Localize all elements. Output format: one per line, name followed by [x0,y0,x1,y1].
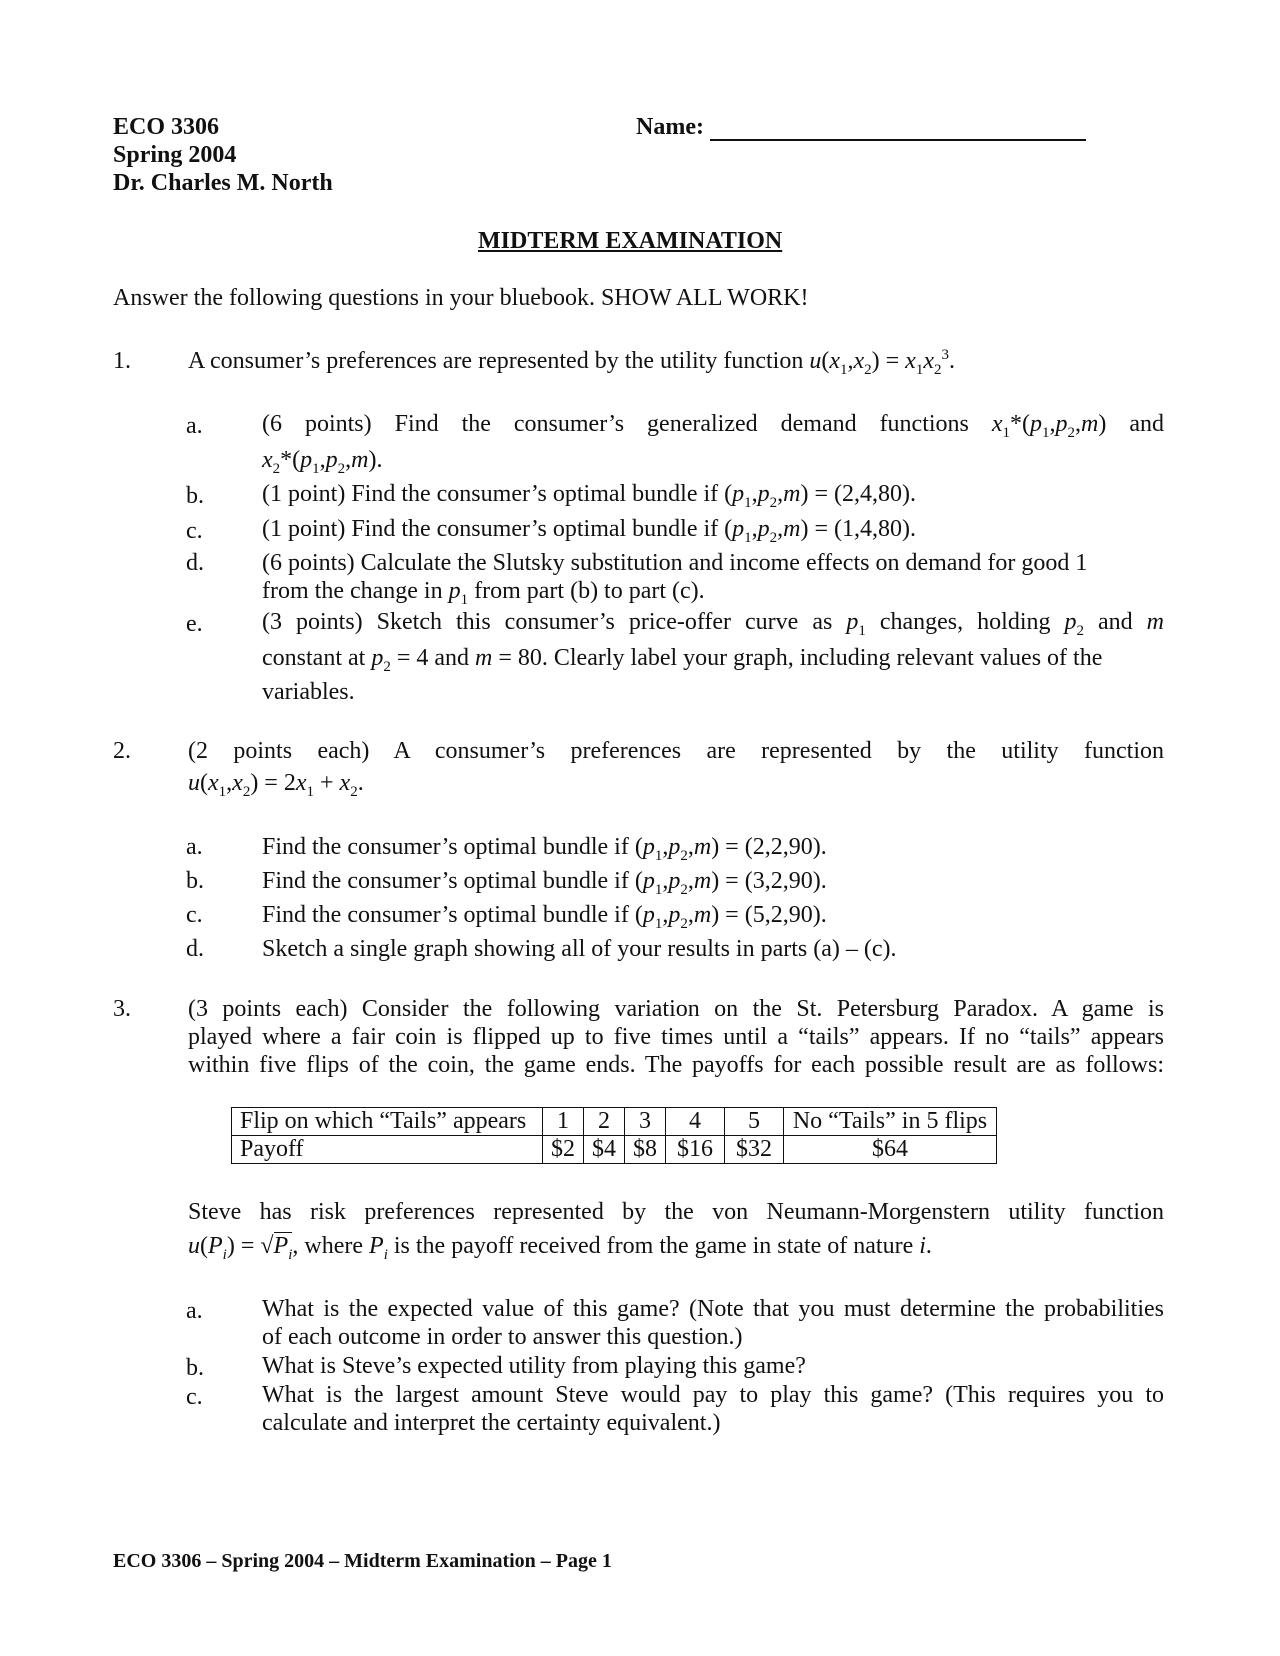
q3c-letter: c. [186,1384,203,1410]
q3b-letter: b. [186,1355,204,1381]
q3a-line1: What is the expected value of this game? (Note that you must determine the probabilities [262,1296,1164,1322]
table-cell: 1 [543,1108,584,1136]
q1e-letter: e. [186,611,203,637]
q1d-line2: from the change in $p_1$ from part (b) to part (c). [262,578,705,608]
q2-utility: $u(x_1,x_2) = 2x_1 + x_2$. [188,770,364,800]
table-cell: $32 [725,1136,784,1164]
q3c-line1: What is the largest amount Steve would pay to play this game? (This requires you to [262,1382,1164,1408]
q1e-line3: variables. [262,679,355,705]
table-row-label: Flip on which “Tails” appears [232,1108,543,1136]
table-cell: $4 [584,1136,625,1164]
q3-number: 3. [113,996,131,1022]
q3a-letter: a. [186,1298,203,1324]
q1d-letter: d. [186,550,204,576]
q1e-line1: (3 points) Sketch this consumer’s price-offer curve as $p_1$ changes, holding $p_2$ and m [262,609,1165,639]
table-cell: 3 [625,1108,666,1136]
q3b-text: What is Steve’s expected utility from playing this game? [262,1353,806,1379]
page-footer: ECO 3306 – Spring 2004 – Midterm Examination – Page 1 [113,1550,612,1572]
table-row-flips [232,1108,997,1136]
table-cell: $8 [625,1136,666,1164]
table-cell: 4 [666,1108,725,1136]
q2d-letter: d. [186,936,204,962]
q2c-text: Find the consumer’s optimal bundle if $(p_1,p_2,m) = (5,2,90)$. [262,902,827,932]
q1b-text: (1 point) Find the consumer’s optimal bundle if $(p_1,p_2,m) = (2,4,80)$. [262,481,917,511]
q1c-letter: c. [186,518,203,544]
q2-stem: (2 points each) A consumer’s preferences are represented by the utility function [188,738,1164,764]
table-cell: $64 [784,1136,997,1164]
name-blank-line [710,139,1086,141]
q1b-letter: b. [186,483,204,509]
q3a-line2: of each outcome in order to answer this question.) [262,1324,743,1350]
q3-line3: within five flips of the coin, the game ends. The payoffs for each possible result are as follows: [188,1052,1164,1078]
payoff-table [231,1107,997,1164]
table-cell: No “Tails” in 5 flips [784,1108,997,1136]
q2a-letter: a. [186,834,203,860]
q1-stem: A consumer’s preferences are represented by the utility function $u(x_1,x_2) = x_1x_2^3$. [188,347,955,378]
q1c-text: (1 point) Find the consumer’s optimal bundle if $(p_1,p_2,m) = (1,4,80)$. [262,516,917,546]
table-row-payoffs [232,1136,997,1164]
q2a-text: Find the consumer’s optimal bundle if $(p_1,p_2,m) = (2,2,90)$. [262,834,827,864]
page-title: MIDTERM EXAMINATION [478,228,783,254]
table-cell: $2 [543,1136,584,1164]
q3-line2: played where a fair coin is flipped up to five times until a “tails” appears. If no “tails” appears [188,1024,1164,1050]
q2d-text: Sketch a single graph showing all of your results in parts (a) – (c). [262,936,897,962]
q1e-line2: constant at $p_2 = 4$ and m = 80. Clearly label your graph, including relevant values of the [262,645,1103,675]
q1d-line1: (6 points) Calculate the Slutsky substitution and income effects on demand for good 1 [262,550,1088,576]
q1a-text: (6 points) Find the consumer’s generalized demand functions $x_1*(p_1,p_2,m)$ and [262,411,1164,441]
table-row-label: Payoff [232,1136,543,1164]
q2b-text: Find the consumer’s optimal bundle if $(p_1,p_2,m) = (3,2,90)$. [262,868,827,898]
q3-line1: (3 points each) Consider the following variation on the St. Petersburg Paradox. A game is [188,996,1164,1022]
q3-steve-line1: Steve has risk preferences represented by the von Neumann-Morgenstern utility function [188,1199,1164,1225]
instructor: Dr. Charles M. North [113,170,333,196]
q2b-letter: b. [186,868,204,894]
q1a-text-cont: $x_2*(p_1,p_2,m)$. [262,447,383,477]
q3c-line2: calculate and interpret the certainty equivalent.) [262,1410,721,1436]
table-cell: 2 [584,1108,625,1136]
course-code: ECO 3306 [113,114,220,140]
q2c-letter: c. [186,902,203,928]
table-cell: $16 [666,1136,725,1164]
name-label: Name: [636,114,704,140]
table-cell: 5 [725,1108,784,1136]
q1-number: 1. [113,348,131,374]
term: Spring 2004 [113,142,237,168]
q2-number: 2. [113,738,131,764]
instructions: Answer the following questions in your bluebook. SHOW ALL WORK! [113,285,809,311]
q3-steve-line2: $u(P_i) = √P_i$, where $P_i$ is the payoff received from the game in state of nature i. [188,1233,932,1263]
q1a-letter: a. [186,413,203,439]
